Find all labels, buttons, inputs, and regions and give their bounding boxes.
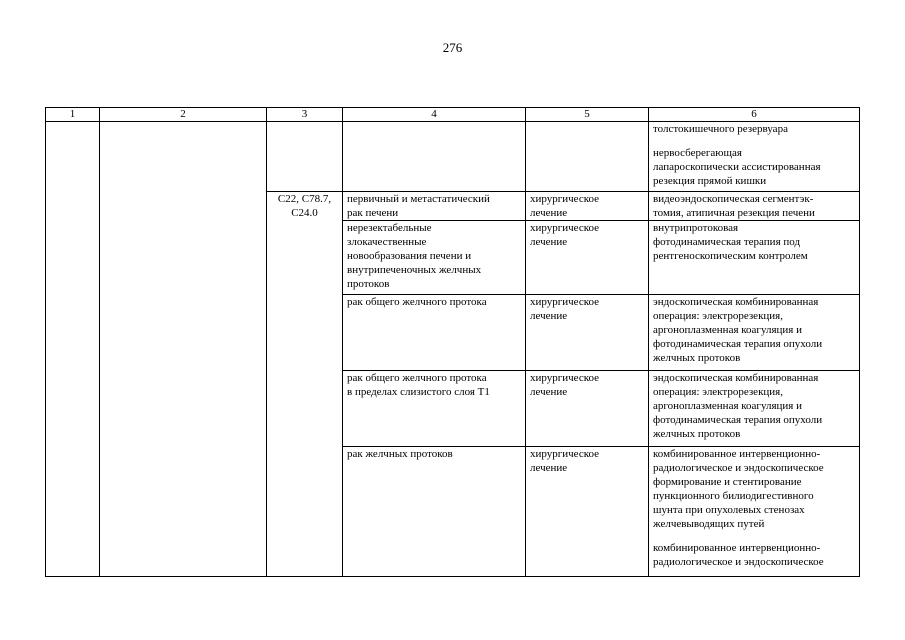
method-line: желчных протоков (653, 428, 741, 440)
diagnosis-cell (343, 122, 526, 192)
method-line: фотодинамическая терапия опухоли (653, 338, 823, 350)
treatment-line: лечение (530, 236, 568, 248)
diagnosis-line: рак желчных протоков (347, 448, 453, 460)
method-line: фотодинамическая терапия опухоли (653, 414, 823, 426)
diagnosis-line: злокачественные (347, 236, 427, 248)
diagnosis-cell (343, 447, 526, 577)
treatment-method-cell (649, 447, 860, 577)
header-row (46, 108, 860, 122)
method-line: резекция прямой кишки (653, 175, 767, 187)
method-line: нервосберегающая (653, 147, 742, 159)
column-header: 5 (526, 108, 649, 122)
method-line: желчных протоков (653, 352, 741, 364)
diagnosis-cell (343, 295, 526, 371)
method-line: комбинированное интервенционно- (653, 542, 821, 554)
method-line: эндоскопическая комбинированная (653, 296, 819, 308)
method-line: формирование и стентирование (653, 476, 802, 488)
method-line: фотодинамическая терапия под (653, 236, 801, 248)
treatment-line: лечение (530, 462, 568, 474)
treatment-method-cell (649, 192, 860, 221)
method-line: радиологическое и эндоскопическое (653, 556, 824, 568)
method-line: внутрипротоковая (653, 222, 739, 234)
method-line: комбинированное интервенционно- (653, 448, 821, 460)
treatment-type-cell (526, 447, 649, 577)
diagnosis-line: протоков (347, 278, 390, 290)
treatment-line: лечение (530, 386, 568, 398)
method-line: аргоноплазменная коагуляция и (653, 400, 802, 412)
treatment-method-cell (649, 122, 860, 192)
icd-codes-cell (267, 192, 343, 577)
medical-procedures-table (45, 107, 860, 577)
method-line: операция: электрорезекция, (653, 386, 783, 398)
treatment-method-cell (649, 221, 860, 295)
diagnosis-cell (343, 192, 526, 221)
icd-code-line: C24.0 (291, 207, 318, 219)
diagnosis-line: нерезектабельные (347, 222, 432, 234)
diagnosis-cell (343, 221, 526, 295)
treatment-line: лечение (530, 310, 568, 322)
column-1-cell (46, 122, 100, 577)
table-row (46, 122, 860, 192)
diagnosis-line: в пределах слизистого слоя T1 (347, 386, 490, 398)
treatment-method-cell (649, 295, 860, 371)
treatment-type-cell (526, 192, 649, 221)
icd-codes-cell (267, 122, 343, 192)
treatment-line: хирургическое (530, 372, 600, 384)
method-line: желчевыводящих путей (653, 518, 765, 530)
treatment-type-cell (526, 371, 649, 447)
column-header: 3 (267, 108, 343, 122)
method-line: радиологическое и эндоскопическое (653, 462, 824, 474)
diagnosis-line: рак печени (347, 207, 399, 219)
column-header: 2 (100, 108, 267, 122)
diagnosis-line: внутрипеченочных желчных (347, 264, 482, 276)
method-line: видеоэндоскопическая сегментэк- (653, 193, 814, 205)
method-line: эндоскопическая комбинированная (653, 372, 819, 384)
column-header: 4 (343, 108, 526, 122)
treatment-line: лечение (530, 207, 568, 219)
method-line: операция: электрорезекция, (653, 310, 783, 322)
treatment-line: хирургическое (530, 222, 600, 234)
treatment-line: хирургическое (530, 448, 600, 460)
diagnosis-cell (343, 371, 526, 447)
method-line: рентгеноскопическим контролем (653, 250, 808, 262)
method-line: толстокишечного резервуара (653, 123, 788, 135)
diagnosis-line: рак общего желчного протока (347, 372, 487, 384)
treatment-method-cell (649, 371, 860, 447)
method-line: аргоноплазменная коагуляция и (653, 324, 802, 336)
method-line: томия, атипичная резекция печени (653, 207, 815, 219)
method-line: шунта при опухолевых стенозах (653, 504, 805, 516)
treatment-type-cell (526, 295, 649, 371)
treatment-line: хирургическое (530, 296, 600, 308)
diagnosis-line: новообразования печени и (347, 250, 472, 262)
method-line: пункционного билиодигестивного (653, 490, 814, 502)
page-number: 276 (442, 40, 463, 55)
treatment-type-cell (526, 122, 649, 192)
method-line: лапароскопически ассистированная (653, 161, 821, 173)
diagnosis-line: рак общего желчного протока (347, 296, 487, 308)
treatment-type-cell (526, 221, 649, 295)
diagnosis-line: первичный и метастатический (347, 193, 490, 205)
treatment-line: хирургическое (530, 193, 600, 205)
icd-code-line: C22, C78.7, (277, 193, 332, 205)
column-header: 6 (649, 108, 860, 122)
column-2-cell (100, 122, 267, 577)
column-header: 1 (46, 108, 100, 122)
